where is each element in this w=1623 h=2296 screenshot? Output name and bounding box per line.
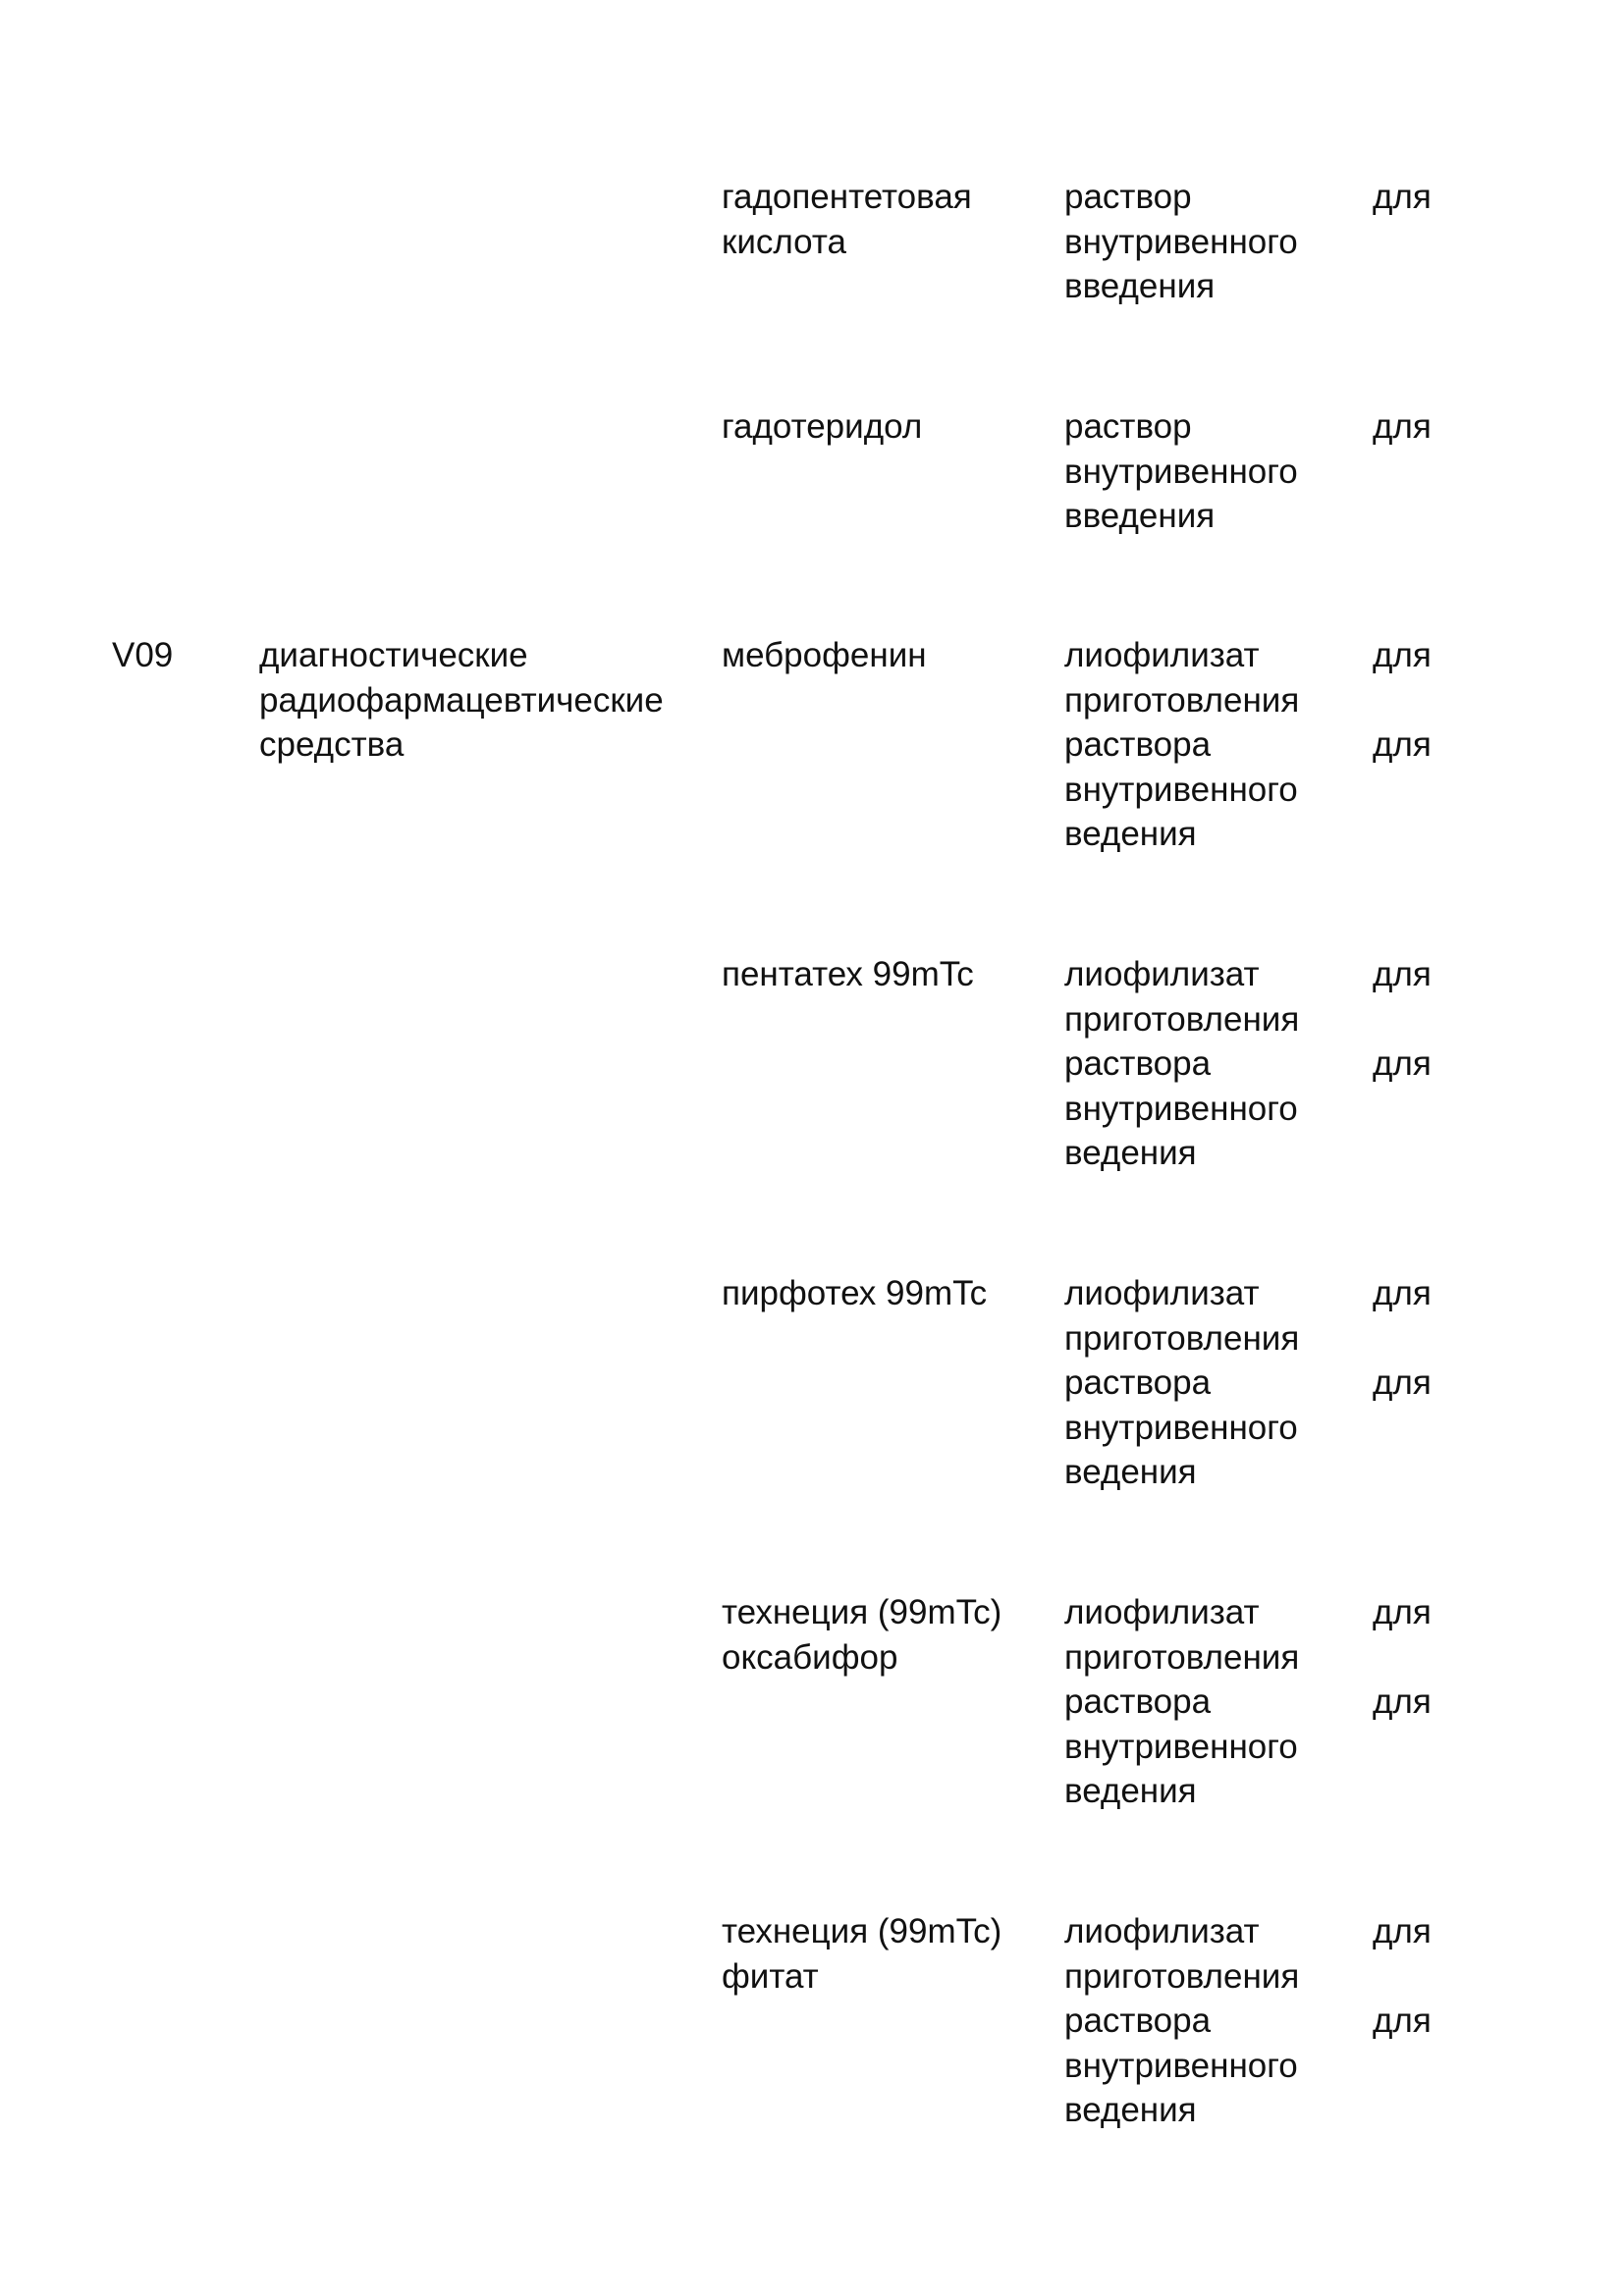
drug-name-cell: меброфенин xyxy=(722,636,927,674)
drug-name-cell: технеция (99mTc) фитат xyxy=(722,1912,1002,1996)
dosage-form-cell: лиофилизат приготовления раствора внутривенного ведения xyxy=(1064,955,1300,1172)
dosage-form-cell: лиофилизат приготовления раствора внутривенного ведения xyxy=(1064,1593,1300,1810)
atc-code-cell: V09 xyxy=(112,636,174,674)
drug-name-cell: технеция (99mTc) оксабифор xyxy=(722,1593,1002,1677)
dosage-form-cell: раствор внутривенного введения xyxy=(1064,178,1298,305)
drug-name-cell: гадотеридол xyxy=(722,407,923,446)
form-suffix-cell: для xyxy=(1373,407,1432,446)
dosage-form-cell: лиофилизат приготовления раствора внутривенного ведения xyxy=(1064,1274,1300,1491)
form-suffix-cell: для для xyxy=(1373,1274,1432,1402)
form-suffix-cell: для для xyxy=(1373,636,1432,764)
dosage-form-cell: лиофилизат приготовления раствора внутривенного ведения xyxy=(1064,636,1300,853)
drug-name-cell: гадопентетовая кислота xyxy=(722,178,972,261)
form-suffix-cell: для для xyxy=(1373,1912,1432,2040)
group-name-cell: диагностические радиофармацевтические средства xyxy=(259,636,664,764)
dosage-form-cell: раствор внутривенного введения xyxy=(1064,407,1298,535)
form-suffix-cell: для для xyxy=(1373,955,1432,1083)
form-suffix-cell: для xyxy=(1373,178,1432,216)
dosage-form-cell: лиофилизат приготовления раствора внутривенного ведения xyxy=(1064,1912,1300,2129)
drug-name-cell: пентатех 99mTc xyxy=(722,955,974,993)
drug-name-cell: пирфотех 99mTc xyxy=(722,1274,988,1312)
form-suffix-cell: для для xyxy=(1373,1593,1432,1721)
